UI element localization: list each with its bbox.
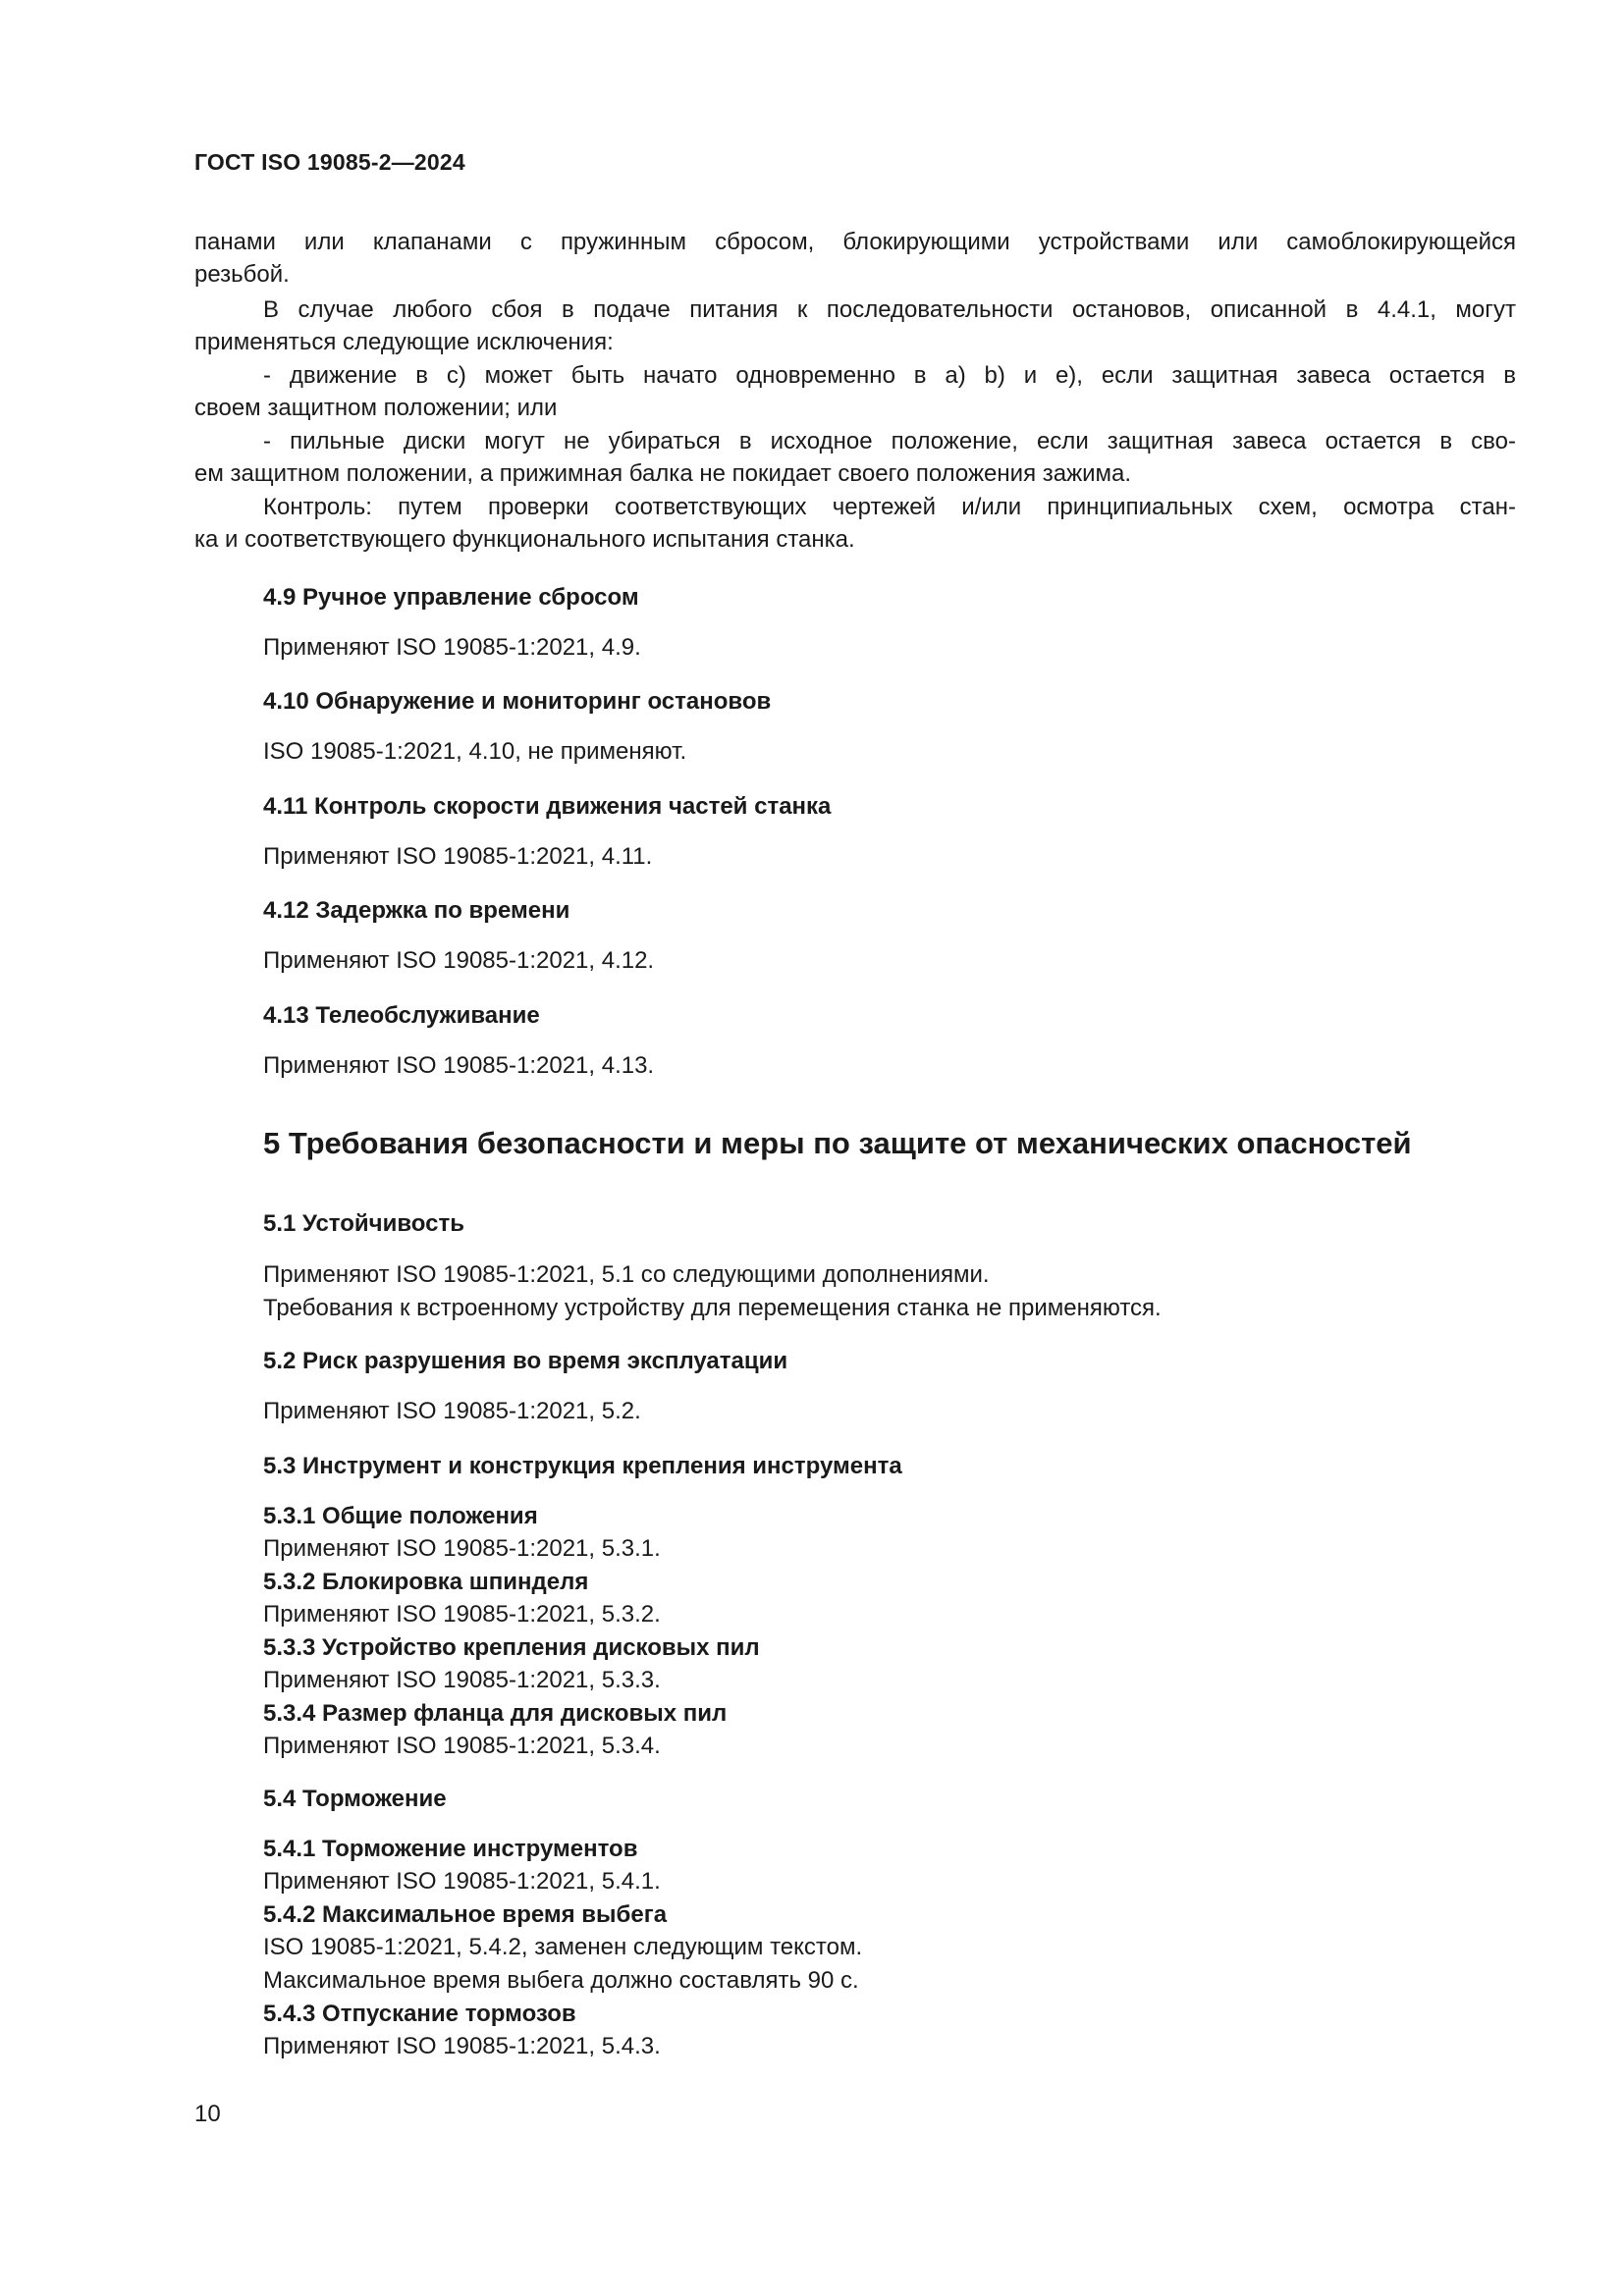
heading-5-4-2: 5.4.2 Максимальное время выбега bbox=[263, 1901, 668, 1928]
intro-line-2: резьбой. bbox=[194, 261, 290, 288]
intro-line-1: панами или клапанами с пружинным сбросом, блокирующими устройствами или самоблокирующейся bbox=[194, 229, 1516, 255]
heading-5-4-1: 5.4.1 Торможение инструментов bbox=[263, 1836, 638, 1862]
text-5-2: Применяют ISO 19085-1:2021, 5.2. bbox=[263, 1398, 641, 1424]
intro-line-8: ем защитном положении, а прижимная балка не покидает своего положения зажима. bbox=[194, 460, 1132, 487]
heading-5-3-2: 5.3.2 Блокировка шпинделя bbox=[263, 1569, 589, 1595]
text-5-3-4: Применяют ISO 19085-1:2021, 5.3.4. bbox=[263, 1733, 661, 1759]
intro-line-5: - движение в с) может быть начато одновременно в а) b) и е), если защитная завеса остается в bbox=[263, 362, 1516, 389]
text-5-3-1: Применяют ISO 19085-1:2021, 5.3.1. bbox=[263, 1535, 661, 1562]
heading-5-4-3: 5.4.3 Отпускание тормозов bbox=[263, 2001, 576, 2027]
heading-5-3-4: 5.3.4 Размер фланца для дисковых пил bbox=[263, 1700, 728, 1727]
intro-line-10: ка и соответствующего функционального испытания станка. bbox=[194, 526, 855, 553]
intro-line-9: Контроль: путем проверки соответствующих чертежей и/или принципиальных схем, осмотра стан- bbox=[263, 494, 1516, 520]
heading-5-1: 5.1 Устойчивость bbox=[263, 1210, 464, 1237]
text-5-4-2-line-1: ISO 19085-1:2021, 5.4.2, заменен следующим текстом. bbox=[263, 1934, 863, 1960]
heading-5-4: 5.4 Торможение bbox=[263, 1786, 447, 1812]
intro-line-6: своем защитном положении; или bbox=[194, 395, 558, 421]
heading-5-3: 5.3 Инструмент и конструкция крепления инструмента bbox=[263, 1453, 902, 1479]
intro-line-4: применяться следующие исключения: bbox=[194, 329, 614, 355]
heading-4-13: 4.13 Телеобслуживание bbox=[263, 1002, 540, 1029]
text-5-1-line-2: Требования к встроенному устройству для перемещения станка не применяются. bbox=[263, 1295, 1162, 1321]
page-number: 10 bbox=[194, 2101, 221, 2127]
heading-5-3-3: 5.3.3 Устройство крепления дисковых пил bbox=[263, 1634, 760, 1661]
heading-4-10: 4.10 Обнаружение и мониторинг остановов bbox=[263, 688, 772, 715]
text-4-10: ISO 19085-1:2021, 4.10, не применяют. bbox=[263, 738, 687, 765]
text-4-12: Применяют ISO 19085-1:2021, 4.12. bbox=[263, 947, 655, 974]
intro-line-7: - пильные диски могут не убираться в исходное положение, если защитная завеса остается в сво- bbox=[263, 428, 1516, 454]
heading-4-12: 4.12 Задержка по времени bbox=[263, 897, 570, 924]
heading-5-3-1: 5.3.1 Общие положения bbox=[263, 1503, 538, 1529]
text-4-11: Применяют ISO 19085-1:2021, 4.11. bbox=[263, 843, 653, 870]
text-5-4-2-line-2: Максимальное время выбега должно составлять 90 с. bbox=[263, 1967, 859, 1994]
document-code-header: ГОСТ ISO 19085-2—2024 bbox=[194, 149, 465, 175]
text-5-4-1: Применяют ISO 19085-1:2021, 5.4.1. bbox=[263, 1868, 661, 1895]
text-5-1-line-1: Применяют ISO 19085-1:2021, 5.1 со следующими дополнениями. bbox=[263, 1261, 990, 1288]
text-4-13: Применяют ISO 19085-1:2021, 4.13. bbox=[263, 1052, 655, 1079]
heading-4-9: 4.9 Ручное управление сбросом bbox=[263, 584, 639, 611]
text-5-3-3: Применяют ISO 19085-1:2021, 5.3.3. bbox=[263, 1667, 661, 1693]
text-4-9: Применяют ISO 19085-1:2021, 4.9. bbox=[263, 634, 641, 661]
heading-5-2: 5.2 Риск разрушения во время эксплуатации bbox=[263, 1348, 788, 1374]
heading-section-5: 5 Требования безопасности и меры по защите от механических опасностей bbox=[263, 1126, 1412, 1160]
intro-line-3: В случае любого сбоя в подаче питания к последовательности остановов, описанной в 4.4.1, могут bbox=[263, 296, 1516, 323]
text-5-4-3: Применяют ISO 19085-1:2021, 5.4.3. bbox=[263, 2033, 661, 2059]
text-5-3-2: Применяют ISO 19085-1:2021, 5.3.2. bbox=[263, 1601, 661, 1628]
heading-4-11: 4.11 Контроль скорости движения частей станка bbox=[263, 793, 832, 820]
